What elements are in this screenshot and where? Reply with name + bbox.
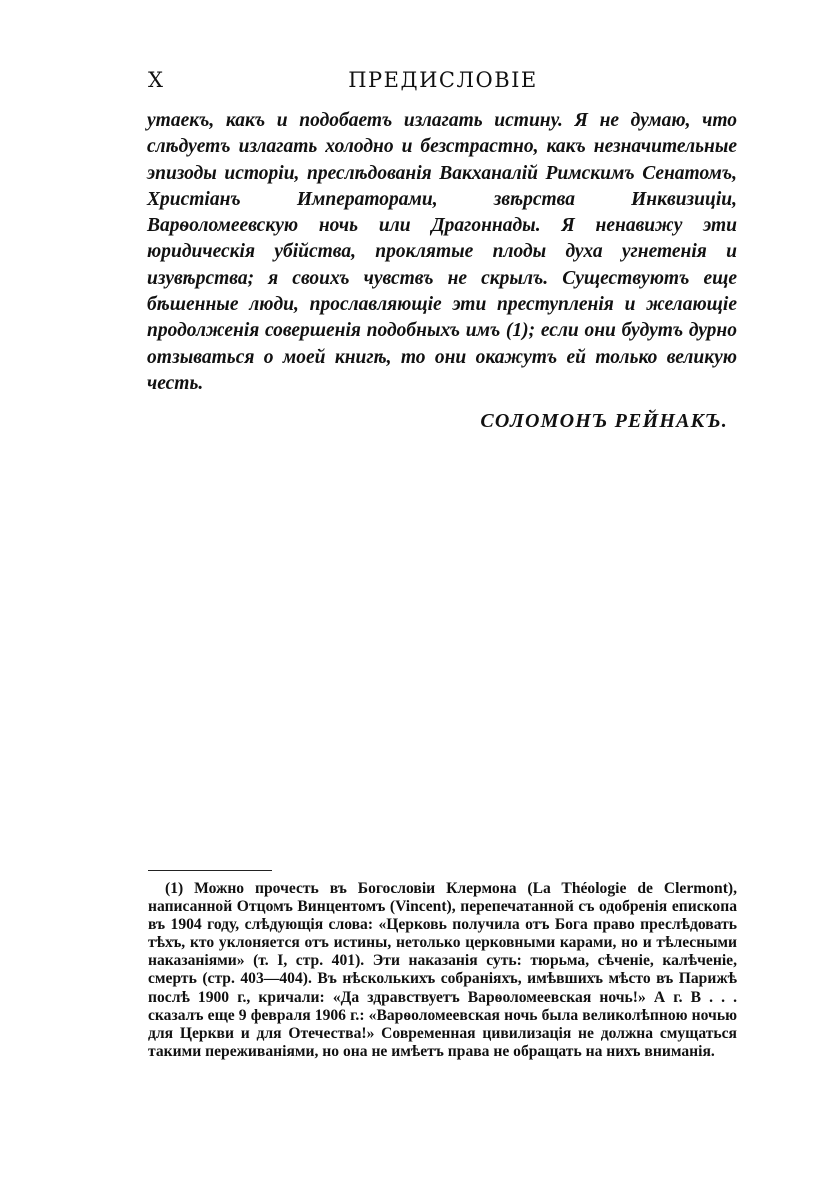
footnote: (1) Можно прочесть въ Богословіи Клермона (La Théologie de Clermont), написанной Отцомъ Винцентомъ (Vincent), перепечатанной съ одобренія епископа въ 1904 году, слѣдующія слова: «Церковь получила отъ Бога право преслѣдовать тѣхъ, кто уклоняется отъ истины, нетолько церковными карами, но и тѣлесными наказаніями» (т. I, стр. 401). Эти наказанія суть: тюрьма, сѣченіе, калѣченіе, смерть (стр. 403—404). Въ нѣсколькихъ собраніяхъ, имѣвшихъ мѣсто въ Парижѣ послѣ 1900 г., кричали: «Да здравствуетъ Варѳоломеевская ночь!» А г. В . . . сказалъ еще 9 февраля 1906 г.: «Варѳоломеевская ночь была великолѣпною ночью для Церкви и для Отечества!» Современная цивилизація не должна смущаться такими переживаніями, но она не имѣетъ права не обращать на нихъ вниманія. — [148, 880, 737, 1060]
page-number: X — [148, 68, 164, 92]
preface-body-text: утаекъ, какъ и подобаетъ излагать истину. Я не думаю, что слѣдуетъ излагать холодно и безстрастно, какъ незначительные эпизоды исторіи, преслѣдованія Вакханалій Римскимъ Сенатомъ, Христіанъ Императорами, звѣрства Инквизиціи, Варѳоломеевскую ночь или Драгоннады. Я ненавижу эти юридическія убійства, проклятые плоды духа угнетенія и изувѣрства; я своихъ чувствъ не скрылъ. Существуютъ еще бѣшенные люди, прославляющіе эти преступленія и желающіе продолженія совершенія подобныхъ имъ (1); если они будутъ дурно отзываться о моей книгѣ, то они окажутъ ей только великую честь. — [147, 110, 737, 394]
running-title: ПРЕДИСЛОВІЕ — [348, 68, 538, 92]
author-signature: СОЛОМОНЪ РЕЙНАКЪ. — [480, 410, 728, 432]
page-header — [148, 68, 738, 102]
footnote-separator — [148, 870, 272, 871]
